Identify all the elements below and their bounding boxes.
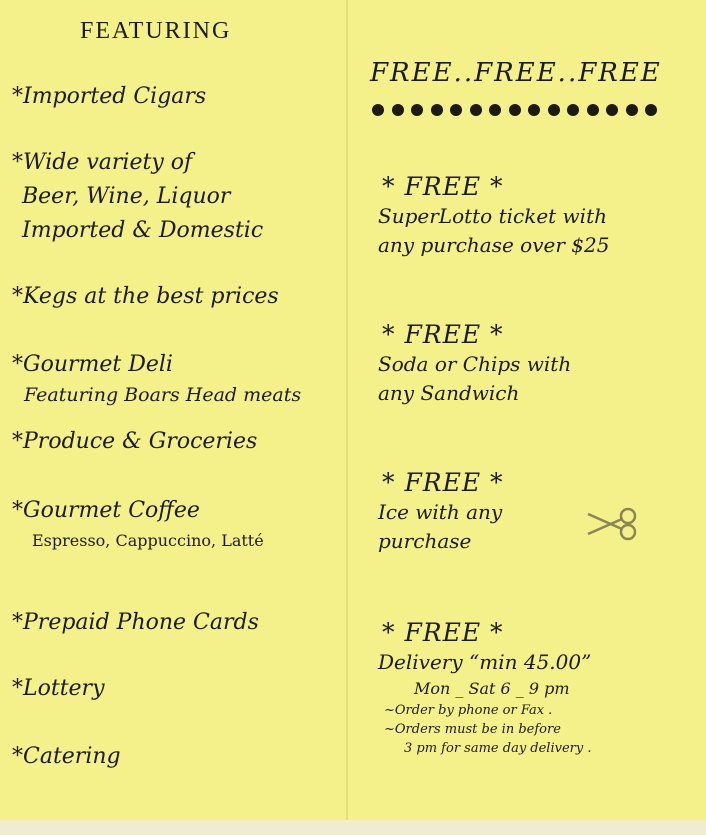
feature-catering: *Catering [12,744,121,769]
feature-produce-groceries: *Produce & Groceries [12,429,258,454]
free-offers-column [348,0,706,820]
feature-gourmet-deli: *Gourmet Deli Featuring Boars Head meats [12,352,302,406]
free-title: FREE..FREE..FREE [370,58,662,88]
feature-beer-wine-liquor: *Wide variety of Beer, Wine, Liquor Imported & Domestic [12,150,264,243]
feature-kegs: *Kegs at the best prices [12,284,279,309]
offer-soda-chips: * FREE * Soda or Chips with any Sandwich [378,320,572,405]
delivery-hours: Mon _ Sat 6 _ 9 pm [414,679,570,698]
feature-phone-cards: *Prepaid Phone Cards [12,610,259,635]
offer-badge: * FREE * [382,618,504,647]
dot-divider [372,104,657,116]
offer-delivery: * FREE * Delivery “min 45.00” Mon _ Sat 6 _ 9 pm ~Order by phone or Fax . ~Orders must be in before 3 pm for same day delivery . [378,618,592,756]
page-bottom-edge [0,820,706,835]
featuring-column [0,0,346,820]
offer-badge: * FREE * [382,468,504,497]
feature-gourmet-coffee: *Gourmet Coffee Espresso, Cappuccino, Latté [12,498,264,550]
offer-superlotto: * FREE * SuperLotto ticket with any purchase over $25 [378,172,610,257]
feature-lottery: *Lottery [12,676,105,701]
offer-badge: * FREE * [382,172,504,201]
featuring-heading: FEATURING [80,18,232,44]
offer-badge: * FREE * [382,320,504,349]
feature-imported-cigars: *Imported Cigars [12,84,207,109]
scissors-icon [584,504,638,544]
offer-ice: * FREE * Ice with any purchase [378,468,504,553]
